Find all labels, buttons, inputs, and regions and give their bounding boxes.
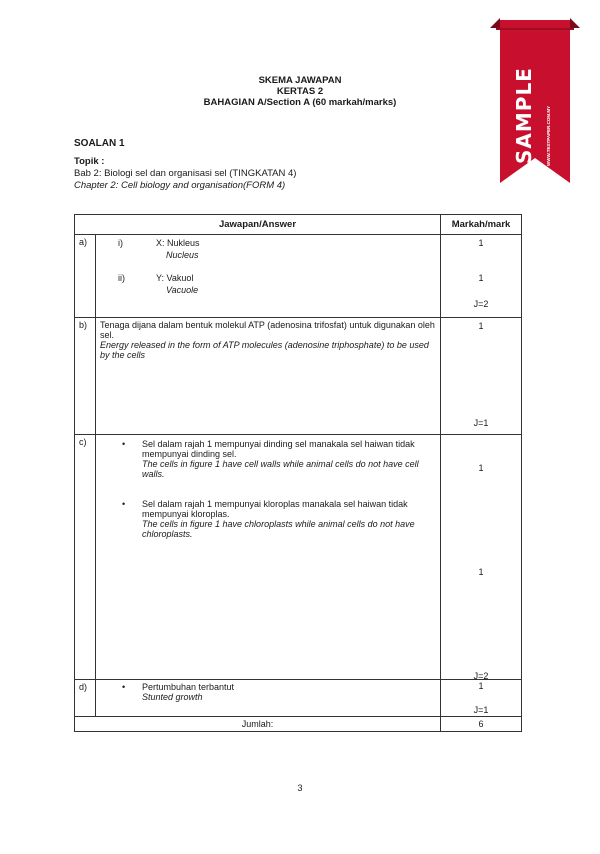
total-d: J=1 bbox=[473, 705, 489, 715]
jumlah-label: Jumlah: bbox=[75, 717, 441, 732]
topic-block bbox=[74, 156, 296, 192]
answer-cell-a bbox=[96, 235, 441, 318]
ribbon-label: SAMPLE bbox=[512, 67, 536, 164]
mark-cell-b bbox=[441, 318, 522, 435]
answer-d-malay: Pertumbuhan terbantut bbox=[142, 682, 235, 692]
answer-b-english: Energy released in the form of ATP molecules (adenosine triphosphate) to be used by the cells bbox=[100, 340, 429, 360]
table-row bbox=[75, 318, 522, 435]
total-row bbox=[75, 717, 522, 732]
header-mark: Markah/mark bbox=[441, 215, 522, 235]
sub-label-ii: ii) bbox=[118, 273, 125, 283]
answer-cell-d bbox=[96, 680, 441, 717]
answer-b-malay: Tenaga dijana dalam bentuk molekul ATP (adenosina trifosfat) untuk digunakan oleh sel. bbox=[100, 320, 435, 340]
row-label-a: a) bbox=[75, 235, 96, 318]
row-label-b: b) bbox=[75, 318, 96, 435]
document-header bbox=[0, 75, 600, 108]
answer-a-i-english: Nucleus bbox=[166, 250, 199, 260]
mark-b: 1 bbox=[478, 321, 484, 331]
mark-c-1: 1 bbox=[478, 463, 484, 473]
question-title: SOALAN 1 bbox=[74, 138, 125, 149]
table-header-row bbox=[75, 215, 522, 235]
mark-cell-a bbox=[441, 235, 522, 318]
sub-label-i: i) bbox=[118, 238, 123, 248]
mark-cell-d bbox=[441, 680, 522, 717]
table-row bbox=[75, 680, 522, 717]
answer-c-p2-malay: Sel dalam rajah 1 mempunyai kloroplas manakala sel haiwan tidak mempunyai kloroplas. bbox=[142, 499, 408, 519]
answer-cell-b bbox=[96, 318, 441, 435]
bullet-icon: • bbox=[122, 439, 126, 449]
answer-c-point2 bbox=[142, 499, 427, 539]
topic-malay: Bab 2: Biologi sel dan organisasi sel (TINGKATAN 4) bbox=[74, 168, 297, 179]
mark-a-ii: 1 bbox=[478, 273, 484, 283]
total-b: J=1 bbox=[473, 418, 489, 428]
header-section: BAHAGIAN A/Section A (60 markah/marks) bbox=[203, 97, 397, 108]
bullet-icon: • bbox=[122, 499, 126, 509]
answer-cell-c bbox=[96, 435, 441, 680]
jumlah-value: 6 bbox=[441, 717, 522, 732]
mark-d: 1 bbox=[478, 681, 484, 691]
header-title: SKEMA JAWAPAN bbox=[258, 75, 342, 86]
answer-table bbox=[74, 214, 522, 732]
page-number: 3 bbox=[297, 783, 303, 793]
total-c: J=2 bbox=[473, 671, 489, 681]
answer-c-p2-english: The cells in figure 1 have chloroplasts while animal cells do not have chloroplasts. bbox=[142, 519, 415, 539]
answer-c-point1 bbox=[142, 439, 427, 479]
row-label-d: d) bbox=[75, 680, 96, 717]
answer-c-p1-malay: Sel dalam rajah 1 mempunyai dinding sel manakala sel haiwan tidak mempunyai dinding sel. bbox=[142, 439, 415, 459]
bullet-icon: • bbox=[122, 682, 126, 692]
answer-d bbox=[142, 682, 234, 702]
answer-c-p1-english: The cells in figure 1 have cell walls while animal cells do not have cell walls. bbox=[142, 459, 419, 479]
answer-a-ii-malay: Y: Vakuol bbox=[156, 273, 194, 283]
mark-a-i: 1 bbox=[478, 238, 484, 248]
answer-a-i-malay: X: Nukleus bbox=[156, 238, 200, 248]
answer-d-english: Stunted growth bbox=[142, 692, 203, 702]
topic-label: Topik : bbox=[74, 156, 105, 167]
mark-c-2: 1 bbox=[478, 567, 484, 577]
mark-cell-c bbox=[441, 435, 522, 680]
table-row bbox=[75, 235, 522, 318]
table-row bbox=[75, 435, 522, 680]
header-answer: Jawapan/Answer bbox=[75, 215, 441, 235]
ribbon-url: WWW.TESTPAPER.COM.MY bbox=[546, 105, 551, 166]
answer-a-ii-english: Vacuole bbox=[166, 285, 199, 295]
row-label-c: c) bbox=[75, 435, 96, 680]
header-paper: KERTAS 2 bbox=[276, 86, 324, 97]
total-a: J=2 bbox=[473, 299, 489, 309]
topic-english: Chapter 2: Cell biology and organisation(FORM 4) bbox=[74, 180, 286, 191]
